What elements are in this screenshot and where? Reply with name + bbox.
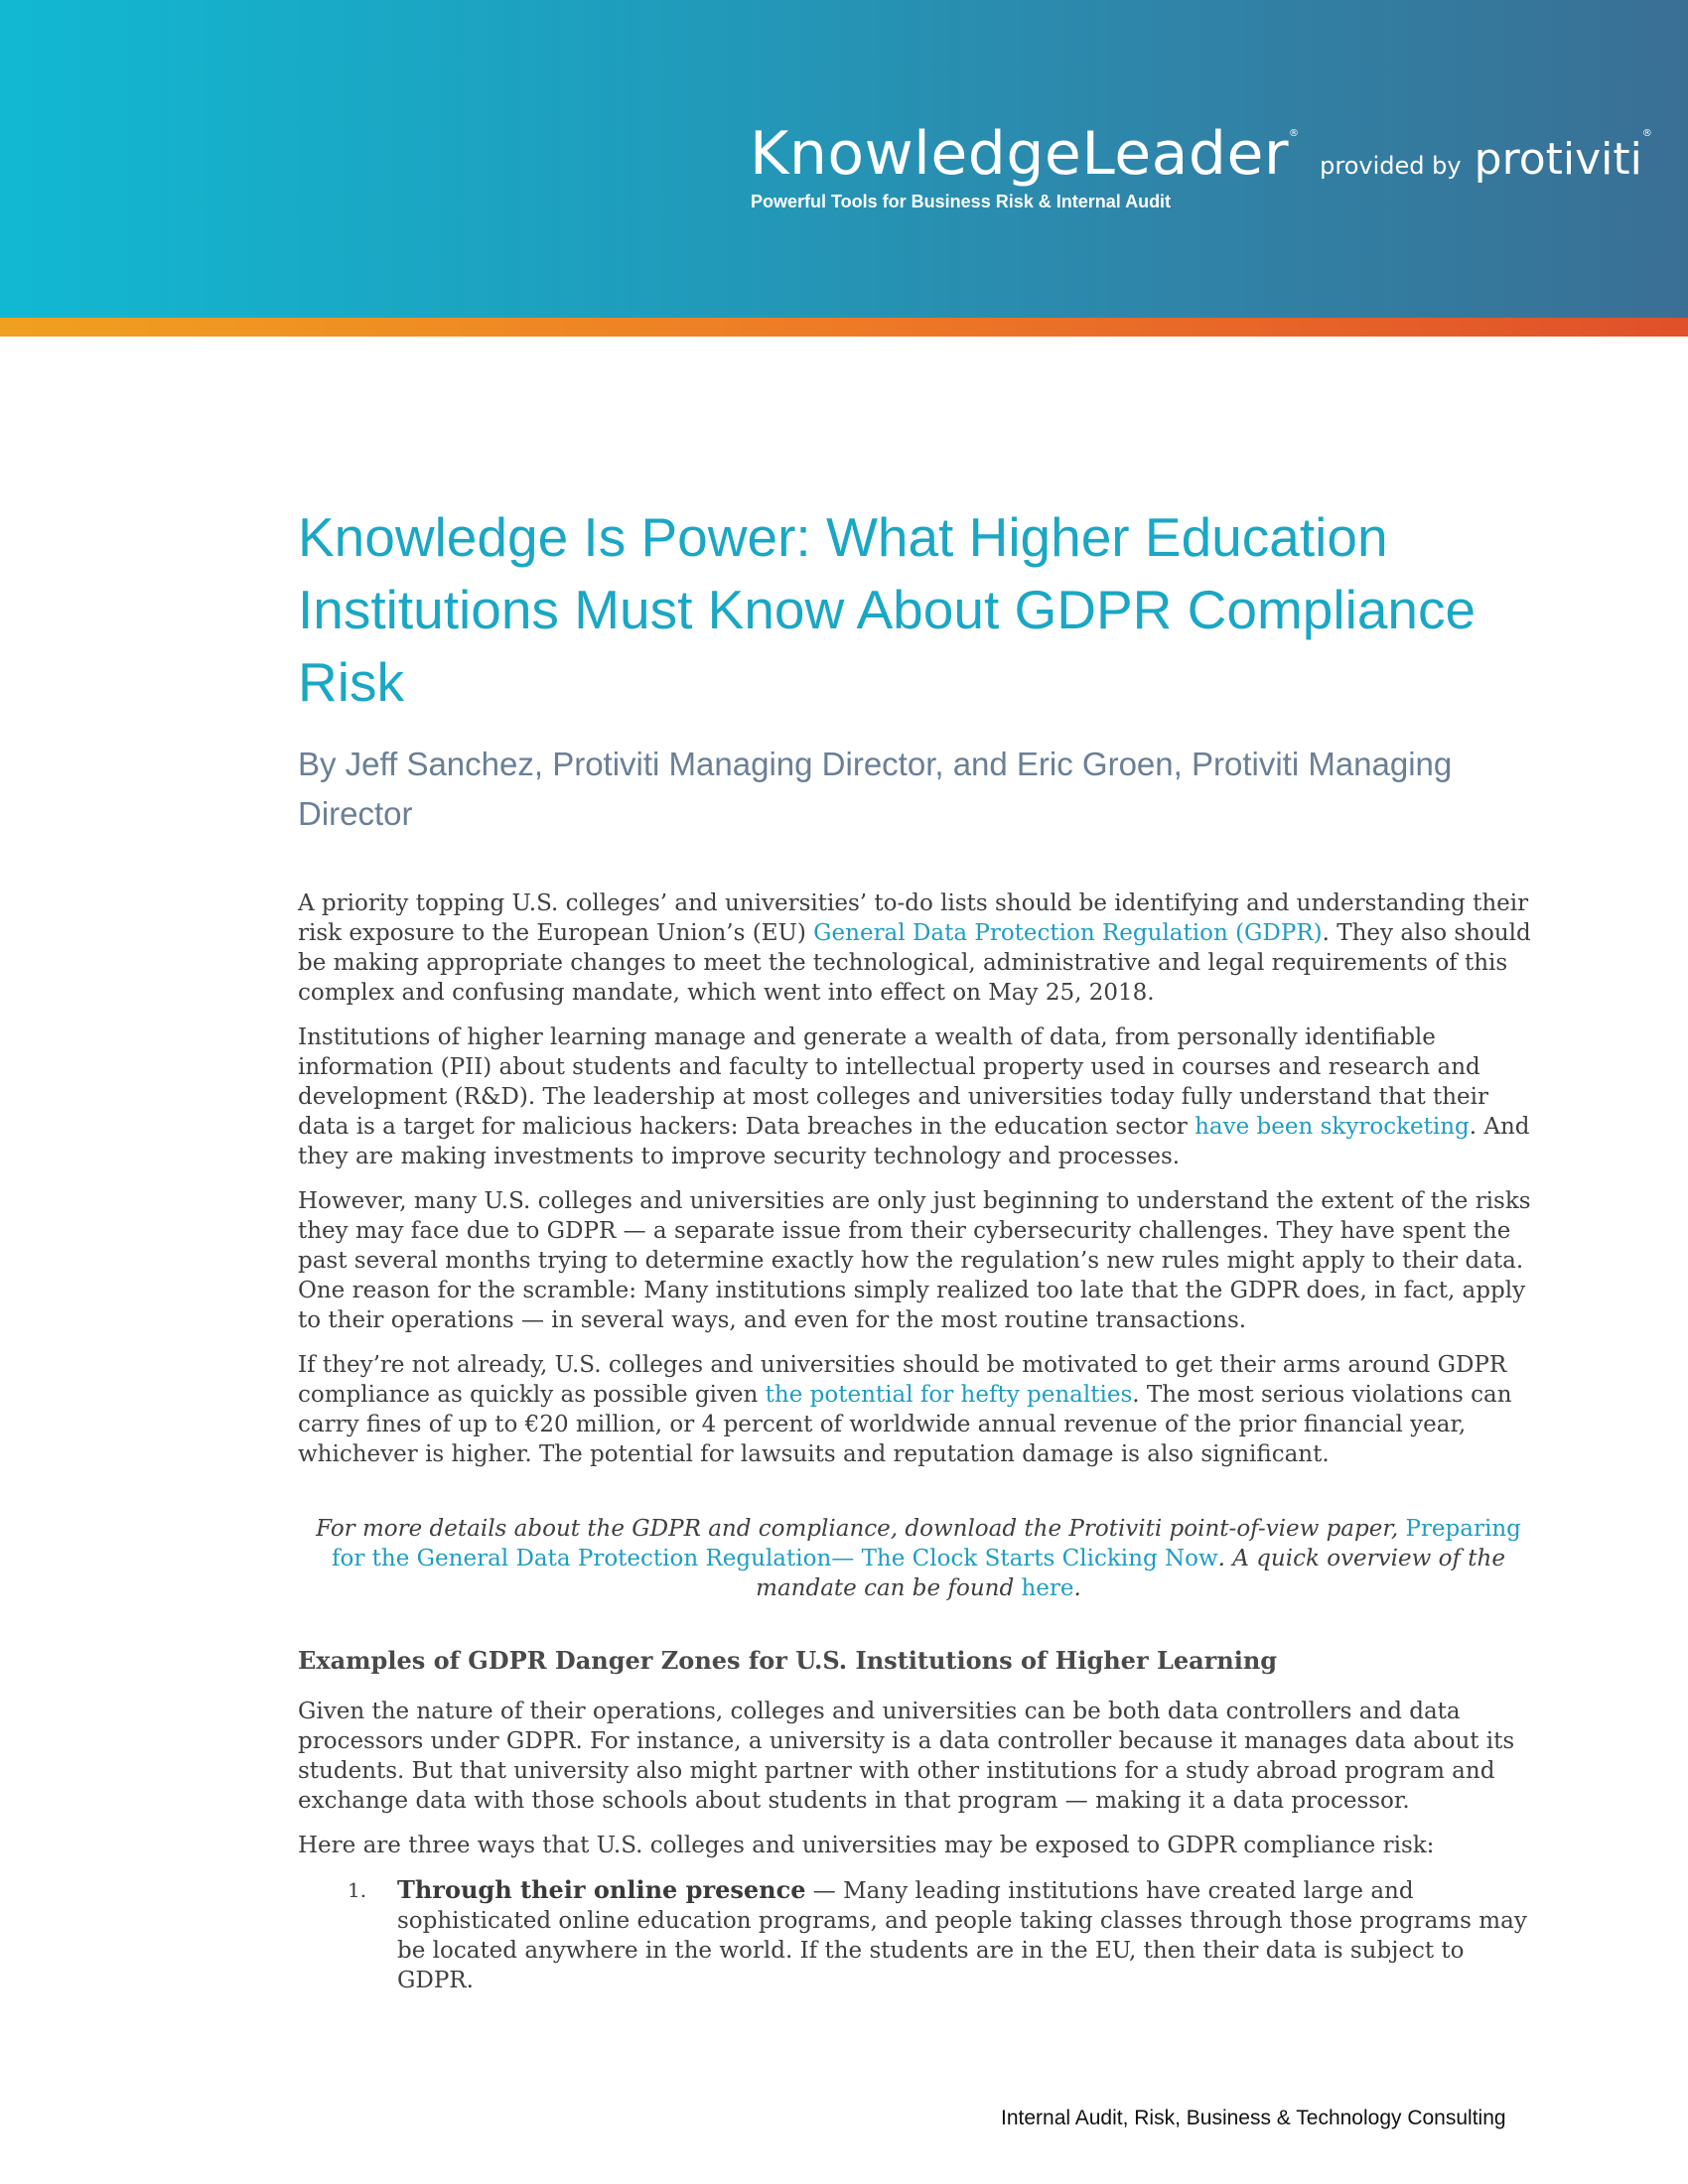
article-title: Knowledge Is Power: What Higher Education Institutions Must Know About GDPR Compliance Risk: [298, 506, 1477, 713]
paragraph-data: [298, 1023, 1539, 1171]
header-banner: [0, 0, 1688, 318]
paragraph-text: A priority topping U.S. colleges’ and universities’ to-do lists should be identifying and understanding their risk exposure to the European Union’s (EU): [298, 890, 1529, 946]
brand-registered-mark: ®: [1289, 128, 1300, 139]
partner-logo: protiviti: [1474, 134, 1642, 185]
list-item-text: — Many leading institutions have created large and sophisticated online education programs, and people taking classes through those programs may be located anywhere in the world. If the students are in the EU, then their data is subject to GDPR.: [397, 1878, 1527, 1993]
list-item: [298, 1875, 1539, 1995]
pov-paper-link[interactable]: Preparing for the General Data Protection Regulation— The Clock Starts Clicking Now: [332, 1516, 1521, 1571]
partner-registered-mark: ®: [1641, 128, 1652, 139]
callout-text: For more details about the GDPR and compliance, download the Protiviti point-of-view paper,: [316, 1516, 1406, 1542]
callout-text: .: [1073, 1575, 1081, 1601]
paragraph-intro: [298, 888, 1539, 1008]
article-byline: By Jeff Sanchez, Protiviti Managing Director, and Eric Groen, Protiviti Managing Director: [298, 746, 1453, 832]
paragraph-text: . And they are making investments to improve security technology and processes.: [298, 1114, 1530, 1169]
list-item-heading: Through their online presence: [397, 1875, 806, 1904]
section-heading: Examples of GDPR Danger Zones for U.S. Institutions of Higher Learning: [298, 1646, 1278, 1675]
banner-accent-stripe: [0, 318, 1688, 337]
penalties-link[interactable]: the potential for hefty penalties: [765, 1382, 1133, 1408]
paragraph-controllers: Given the nature of their operations, colleges and universities can be both data controllers and data processors under GDPR. For instance, a university is a data controller because it manages data about its students. But that university also might partner with other institutions for a study abroad program and exchange data with those schools about students in that program — making it a data processor.: [298, 1699, 1515, 1814]
paragraph-text: Institutions of higher learning manage and generate a wealth of data, from personally identifiable information (PII) about students and faculty to intellectual property used in courses and research and development (R&D). The leadership at most colleges and universities today fully understand that their data is a target for malicious hackers: Data breaches in the education sector: [298, 1024, 1489, 1140]
callout-text: . A quick overview of the mandate can be found: [756, 1546, 1505, 1601]
skyrocketing-link[interactable]: have been skyrocketing: [1195, 1114, 1470, 1140]
brand-tagline: Powerful Tools for Business Risk & Internal Audit: [751, 192, 1172, 211]
danger-list: [298, 1875, 1539, 1995]
gdpr-link[interactable]: General Data Protection Regulation (GDPR): [813, 920, 1323, 946]
paragraph-penalties: [298, 1350, 1539, 1469]
page-footer: Internal Audit, Risk, Business & Technology Consulting: [1001, 2107, 1506, 2129]
paragraph-text: . They also should be making appropriate changes to meet the technological, administrative and legal requirements of this complex and confusing mandate, which went into effect on May 25, 2018.: [298, 920, 1531, 1006]
brand-name: KnowledgeLeader: [750, 119, 1290, 189]
brand-logo: [750, 119, 1652, 189]
article-body: [298, 501, 1539, 1995]
callout-note: [298, 1514, 1539, 1603]
paragraph-risks: However, many U.S. colleges and universities are only just beginning to understand the extent of the risks they may face due to GDPR — a separate issue from their cybersecurity challenges. They have spent the past several months trying to determine exactly how the regulation’s new rules might apply to their data. One reason for the scramble: Many institutions simply realized too late that the GDPR does, in fact, apply to their operations — in several ways, and even for the most routine transactions.: [298, 1188, 1531, 1333]
paragraph-three-ways: Here are three ways that U.S. colleges and universities may be exposed to GDPR compliance risk:: [298, 1833, 1435, 1858]
provided-by-label: provided by: [1320, 152, 1462, 180]
overview-here-link[interactable]: here: [1021, 1575, 1074, 1601]
list-number: 1.: [348, 1878, 367, 1902]
paragraph-text: . The most serious violations can carry fines of up to €20 million, or 4 percent of worldwide annual revenue of the prior financial year, whichever is higher. The potential for lawsuits and reputation damage is also significant.: [298, 1382, 1512, 1467]
paragraph-text: If they’re not already, U.S. colleges and universities should be motivated to get their arms around GDPR compliance as quickly as possible given: [298, 1352, 1507, 1408]
